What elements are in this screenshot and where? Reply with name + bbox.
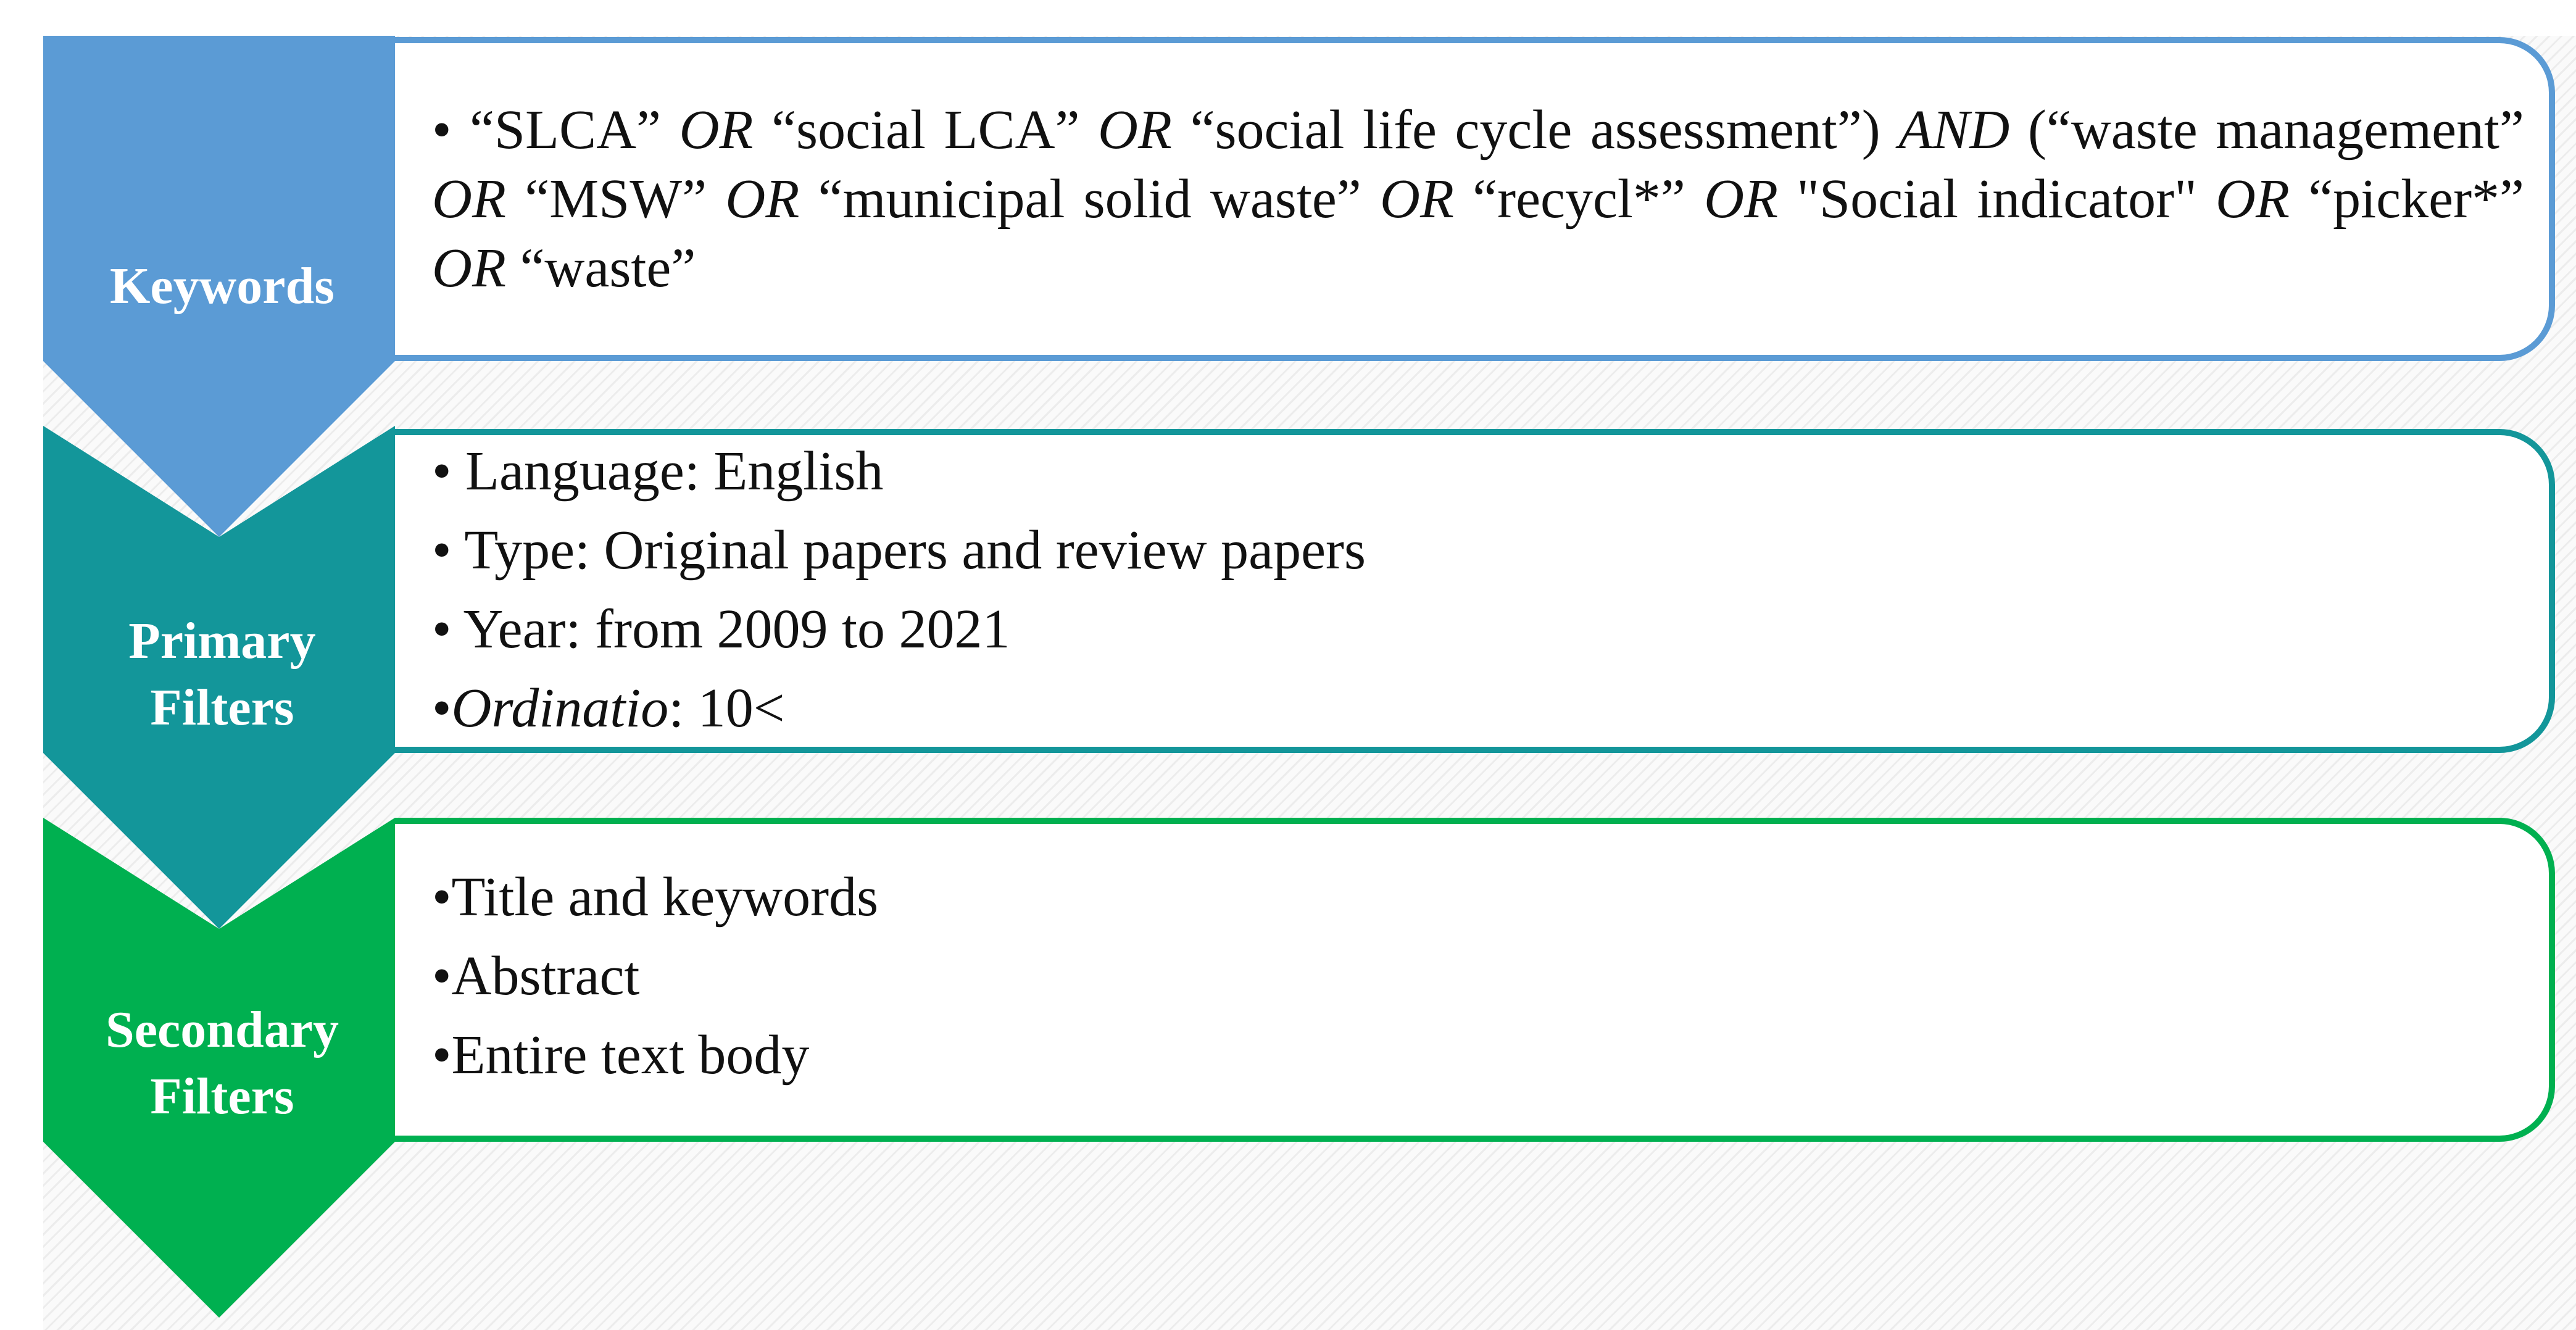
primary-filter-item-ordinatio xyxy=(432,669,1366,748)
query-term: “MSW” xyxy=(505,168,726,230)
bullet: • xyxy=(432,678,452,739)
boolean-operator: OR xyxy=(1379,168,1454,230)
query-term: “waste” xyxy=(505,238,696,299)
boolean-operator: OR xyxy=(432,168,506,230)
boolean-operator: OR xyxy=(432,238,506,299)
secondary-filters-label xyxy=(49,997,395,1130)
primary-filter-item: • Year: from 2009 to 2021 xyxy=(432,599,1010,660)
secondary-label-line-2: Filters xyxy=(150,1068,294,1125)
secondary-filter-item: •Title and keywords xyxy=(432,867,879,928)
keywords-label-line: Keywords xyxy=(110,257,334,315)
primary-label-line-2: Filters xyxy=(150,679,294,736)
query-term: • “SLCA” xyxy=(432,99,679,160)
keywords-query-text xyxy=(432,96,2524,303)
boolean-operator: OR xyxy=(1704,168,1779,230)
boolean-operator: AND xyxy=(1898,99,2010,160)
query-term: “municipal solid waste” xyxy=(799,168,1380,230)
query-term: “picker*” xyxy=(2290,168,2524,230)
boolean-operator: OR xyxy=(1098,99,1173,160)
ordinatio-term: Ordinatio xyxy=(451,678,669,739)
boolean-operator: OR xyxy=(725,168,800,230)
query-term: “recycl*” xyxy=(1453,168,1705,230)
ordinatio-threshold: : 10< xyxy=(668,678,785,739)
boolean-operator: OR xyxy=(679,99,754,160)
primary-filters-list xyxy=(432,432,1366,748)
query-term: "Social indicator" xyxy=(1778,168,2216,230)
boolean-operator: OR xyxy=(2216,168,2290,230)
secondary-filter-item: •Entire text body xyxy=(432,1025,810,1086)
primary-filter-item: • Language: English xyxy=(432,441,884,502)
query-term: “social LCA” xyxy=(753,99,1099,160)
secondary-label-line-1: Secondary xyxy=(106,1001,339,1058)
primary-label-line-1: Primary xyxy=(128,612,316,670)
primary-filters-label xyxy=(49,608,395,741)
secondary-filter-item: •Abstract xyxy=(432,946,640,1007)
query-term: (“waste management” xyxy=(2009,99,2524,160)
query-term: “social life cycle assessment”) xyxy=(1172,99,1899,160)
keywords-label xyxy=(49,253,395,320)
primary-filter-item: • Type: Original papers and review papers xyxy=(432,520,1366,581)
secondary-filters-list xyxy=(432,858,878,1095)
